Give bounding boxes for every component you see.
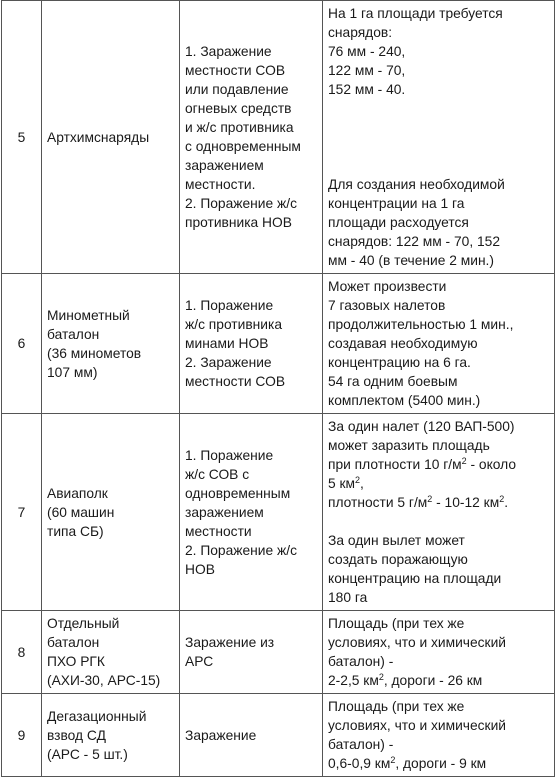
unit-name: Минометный баталон (36 минометов 107 мм) bbox=[42, 274, 180, 414]
capability-text: Площадь (при тех же условиях, что и химический баталон) - 0,6-0,9 $км^2$, дороги - 9 км bbox=[328, 699, 506, 771]
capability-text: За один налет (120 ВАП-500) может заразить площадь при плотности 10 $г/м^2$ - около 5 $км^2$, плотности 5 $г/м^2 - 10-12$ $км^2$. bbox=[328, 419, 517, 510]
unit-name: Артхимснаряды bbox=[42, 1, 180, 274]
task-description: Заражение bbox=[180, 694, 323, 777]
row-number: 5 bbox=[2, 1, 42, 274]
capability-data bbox=[323, 274, 555, 414]
table-row bbox=[2, 414, 555, 611]
capability-data bbox=[323, 1, 555, 274]
capability-data bbox=[323, 414, 555, 611]
task-description: Заражение из АРС bbox=[180, 611, 323, 694]
table-row bbox=[2, 694, 555, 777]
task-description: 1. Заражение местности СОВ или подавление огневых средств и ж/с противника с одновременным заражением местности. 2. Поражение ж/с противника НОВ bbox=[180, 1, 323, 274]
capability-data bbox=[323, 694, 555, 777]
row-number: 7 bbox=[2, 414, 42, 611]
table-row bbox=[2, 611, 555, 694]
row-number: 6 bbox=[2, 274, 42, 414]
capability-text: Может произвести 7 газовых налетов продолжительностью 1 мин., создавая необходимую концентрацию на 6 га. 54 га одним боевым комплектом (5400 мин.) bbox=[328, 279, 514, 408]
unit-name: Отдельный баталон ПХО РГК (АХИ-30, АРС-15) bbox=[42, 611, 180, 694]
munitions-table bbox=[1, 0, 555, 777]
task-description: 1. Поражение ж/с СОВ с одновременным заражением местности 2. Поражение ж/с НОВ bbox=[180, 414, 323, 611]
capability-text: На 1 га площади требуется снарядов: 76 мм - 240, 122 мм - 70, 152 мм - 40. bbox=[328, 6, 503, 97]
table-row bbox=[2, 274, 555, 414]
capability-text: За один вылет может создать поражающую концентрацию на площади 180 га bbox=[328, 533, 502, 605]
unit-name: Авиаполк (60 машин типа СБ) bbox=[42, 414, 180, 611]
task-description: 1. Поражение ж/с противника минами НОВ 2. Заражение местности СОВ bbox=[180, 274, 323, 414]
unit-name: Дегазационный взвод СД (АРС - 5 шт.) bbox=[42, 694, 180, 777]
row-number: 9 bbox=[2, 694, 42, 777]
table-row bbox=[2, 1, 555, 274]
row-number: 8 bbox=[2, 611, 42, 694]
capability-text: Для создания необходимой концентрации на 1 га площади расходуется снарядов: 122 мм - 70, 152 мм - 40 (в течение 2 мин.) bbox=[328, 177, 505, 268]
capability-text: Площадь (при тех же условиях, что и химический баталон) - 2-2,5 $км^2$, дороги - 26 км bbox=[328, 616, 506, 688]
capability-data bbox=[323, 611, 555, 694]
